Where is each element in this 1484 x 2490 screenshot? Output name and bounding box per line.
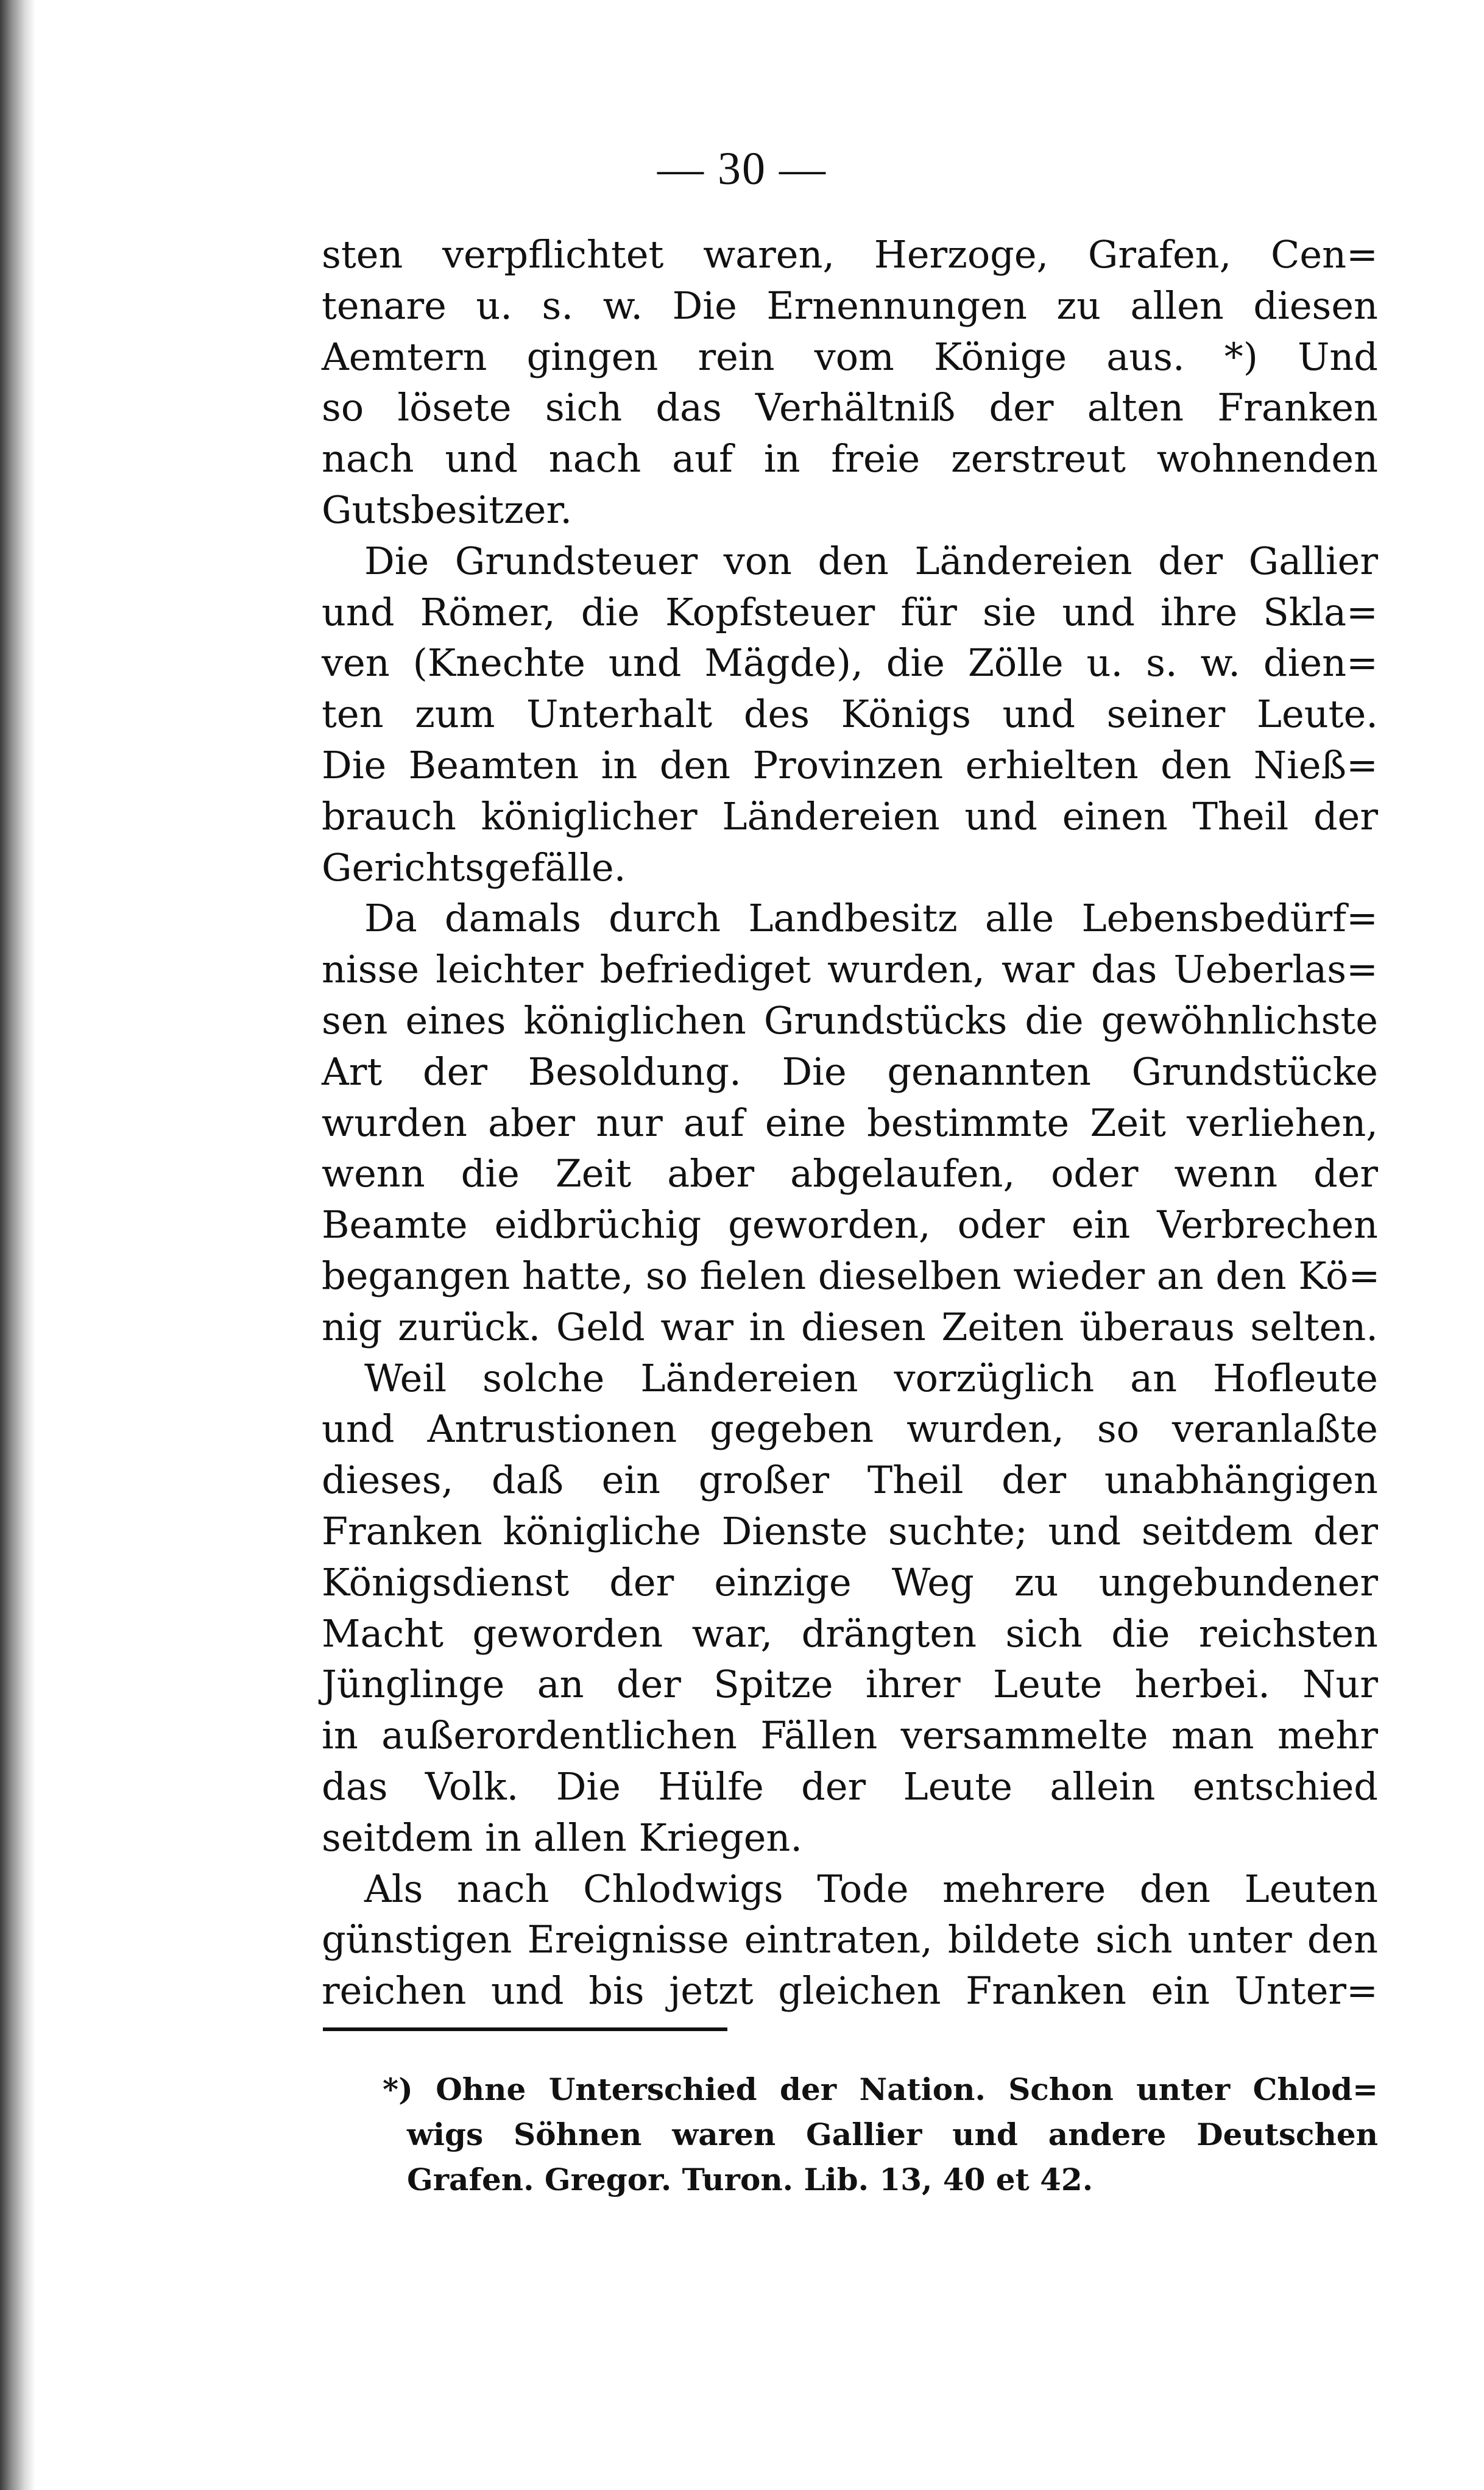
text-line: so lösete sich das Verhältniß der alten Franken [322,385,1378,430]
text-line: sten verpflichtet waren, Herzoge, Grafen, Cen= [322,232,1378,277]
main-text [322,229,1378,2016]
text-line: Gerichtsgefälle. [322,845,626,890]
paragraph-start-line: Als nach Chlodwigs Tode mehrere den Leuten [364,1866,1378,1911]
page-gutter-shadow [0,0,35,2490]
text-line: ven (Knechte und Mägde), die Zölle u. s. w. dien= [322,640,1378,686]
footnote-line: Grafen. Gregor. Turon. Lib. 13, 40 et 42. [407,2162,1094,2197]
text-line: seitdem in allen Kriegen. [322,1815,803,1860]
text-line: begangen hatte, so fielen dieselben wieder an den Kö= [322,1253,1380,1298]
text-line: und Römer, die Kopfsteuer für sie und ihre Skla= [322,589,1378,634]
text-line: das Volk. Die Hülfe der Leute allein entschied [322,1764,1378,1809]
footnote-line: *) Ohne Unterschied der Nation. Schon unter Chlod= [383,2071,1378,2107]
text-line: Aemtern gingen rein vom Könige aus. *) Und [322,334,1378,379]
text-line: nach und nach auf in freie zerstreut wohnenden [322,436,1378,481]
paragraph-start-line: Da damals durch Landbesitz alle Lebensbedürf= [364,896,1378,941]
text-line: Jünglinge an der Spitze ihrer Leute herbei. Nur [322,1662,1378,1707]
text-line: sen eines königlichen Grundstücks die gewöhnlichste [322,998,1378,1043]
footnote-divider [323,2027,727,2031]
text-line: Königsdienst der einzige Weg zu ungebundener [322,1559,1378,1605]
text-line: Macht geworden war, drängten sich die reichsten [322,1611,1378,1656]
text-line: dieses, daß ein großer Theil der unabhängigen [322,1458,1378,1503]
text-line: wenn die Zeit aber abgelaufen, oder wenn der [322,1151,1378,1196]
text-line: Die Beamten in den Provinzen erhielten den Nieß= [322,742,1378,787]
paragraph-start-line: Die Grundsteuer von den Ländereien der Gallier [364,538,1378,583]
text-line: tenare u. s. w. Die Ernennungen zu allen diesen [322,283,1378,328]
footnote-line: wigs Söhnen waren Gallier und andere Deutschen [407,2116,1378,2152]
footnote [383,2067,1378,2202]
page-number: — 30 — [657,143,827,194]
text-line: und Antrustionen gegeben wurden, so veranlaßte [322,1406,1378,1452]
text-line: nig zurück. Geld war in diesen Zeiten überaus selten. [322,1304,1378,1349]
paragraph-start-line: Weil solche Ländereien vorzüglich an Hofleute [364,1355,1378,1400]
text-line: brauch königlicher Ländereien und einen Theil der [322,793,1378,839]
text-line: Art der Besoldung. Die genannten Grundstücke [322,1049,1378,1094]
text-line: in außerordentlichen Fällen versammelte man mehr [322,1713,1378,1758]
text-line: wurden aber nur auf eine bestimmte Zeit verliehen, [322,1100,1378,1145]
text-line: Franken königliche Dienste suchte; und seitdem der [322,1508,1378,1553]
text-line: ten zum Unterhalt des Königs und seiner Leute. [322,692,1378,737]
text-line: reichen und bis jetzt gleichen Franken ein Unter= [322,1968,1378,2013]
text-line: nisse leichter befriediget wurden, war das Ueberlas= [322,947,1378,992]
text-line: Gutsbesitzer. [322,487,573,532]
text-line: Beamte eidbrüchig geworden, oder ein Verbrechen [322,1202,1378,1247]
text-line: günstigen Ereignisse eintraten, bildete sich unter den [322,1917,1378,1962]
